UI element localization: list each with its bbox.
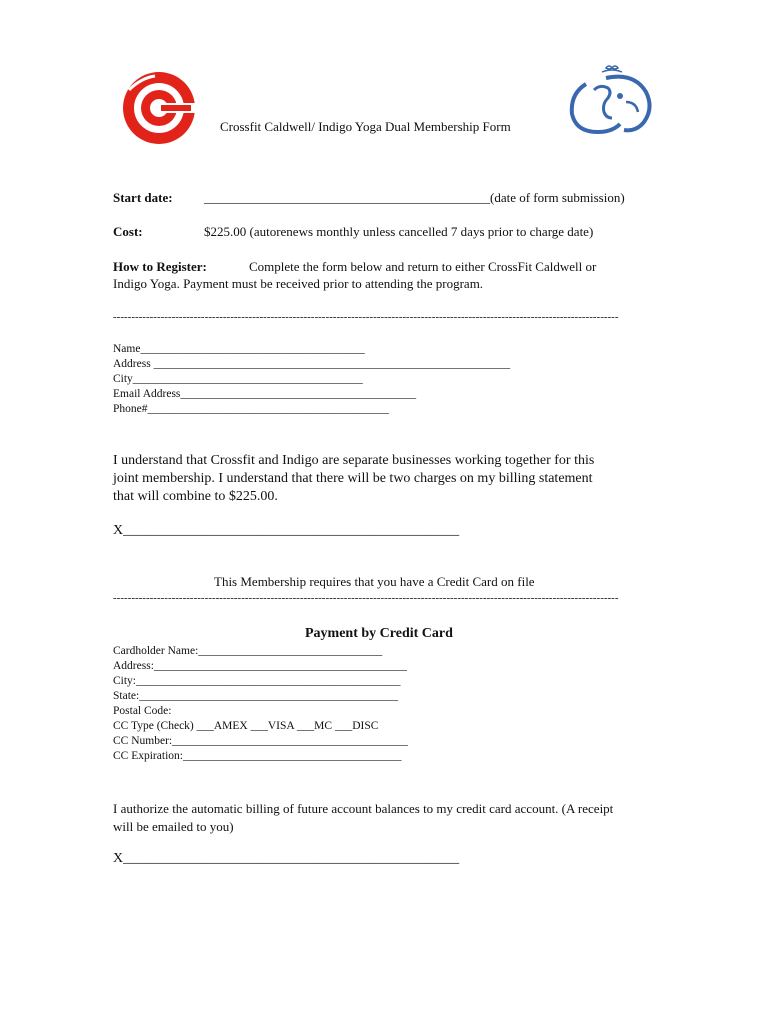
payment-state-field[interactable]: State:_____________________________________________ xyxy=(113,690,398,702)
payment-address-field[interactable]: Address:____________________________________________ xyxy=(113,660,407,672)
payment-city-field[interactable]: City:______________________________________________ xyxy=(113,675,401,687)
agreement-line1: I understand that Crossfit and Indigo are separate businesses working together for this xyxy=(113,453,595,468)
city-field[interactable]: City________________________________________ xyxy=(113,373,363,385)
phone-field[interactable]: Phone#__________________________________________ xyxy=(113,403,389,415)
authorization-signature-line[interactable]: X________________________________________________ xyxy=(113,851,460,866)
cost-label: Cost: xyxy=(113,224,143,239)
agreement-text xyxy=(113,452,594,506)
cc-expiration-field[interactable]: CC Expiration:______________________________________ xyxy=(113,750,402,762)
authorization-text xyxy=(113,800,613,836)
cardholder-name-field[interactable]: Cardholder Name:________________________________ xyxy=(113,645,383,657)
indigo-yoga-elephant-logo-icon xyxy=(566,62,658,136)
register-instructions-line1: Complete the form below and return to either CrossFit Caldwell or xyxy=(249,259,597,274)
how-to-register-label: How to Register: xyxy=(113,259,207,274)
cc-type-field[interactable]: CC Type (Check) ___AMEX ___VISA ___MC ___DISC xyxy=(113,720,379,732)
email-address-field[interactable]: Email Address_________________________________________ xyxy=(113,388,417,400)
postal-code-field[interactable]: Postal Code: xyxy=(113,705,172,717)
authorization-line1: I authorize the automatic billing of future account balances to my credit card account. (A receipt xyxy=(113,801,614,816)
payment-heading: Payment by Credit Card xyxy=(305,626,453,641)
agreement-line2: joint membership. I understand that there will be two charges on my billing statement xyxy=(113,471,593,486)
start-date-field[interactable]: ____________________________________________(date of form submission) xyxy=(204,190,625,205)
form-title: Crossfit Caldwell/ Indigo Yoga Dual Membership Form xyxy=(220,119,511,134)
separator-line-2: ------------------------------------------------------------------------------------------------------------------------------------------ xyxy=(113,592,619,604)
credit-card-note: This Membership requires that you have a Credit Card on file xyxy=(214,574,535,589)
cc-number-field[interactable]: CC Number:_________________________________________ xyxy=(113,735,408,747)
agreement-signature-line[interactable]: X________________________________________________ xyxy=(113,523,460,538)
address-field[interactable]: Address ______________________________________________________________ xyxy=(113,358,511,370)
authorization-line2: will be emailed to you) xyxy=(113,819,234,834)
payment-fields xyxy=(113,644,408,764)
separator-line: ------------------------------------------------------------------------------------------------------------------------------------------ xyxy=(113,311,619,323)
contact-fields xyxy=(113,342,510,417)
start-date-label: Start date: xyxy=(113,190,173,205)
crossfit-caldwell-logo-icon xyxy=(121,70,197,146)
name-field[interactable]: Name_______________________________________ xyxy=(113,343,365,355)
agreement-line3: that will combine to $225.00. xyxy=(113,489,278,504)
cost-value: $225.00 (autorenews monthly unless cancelled 7 days prior to charge date) xyxy=(204,224,594,239)
register-instructions-line2: Indigo Yoga. Payment must be received prior to attending the program. xyxy=(113,276,484,291)
